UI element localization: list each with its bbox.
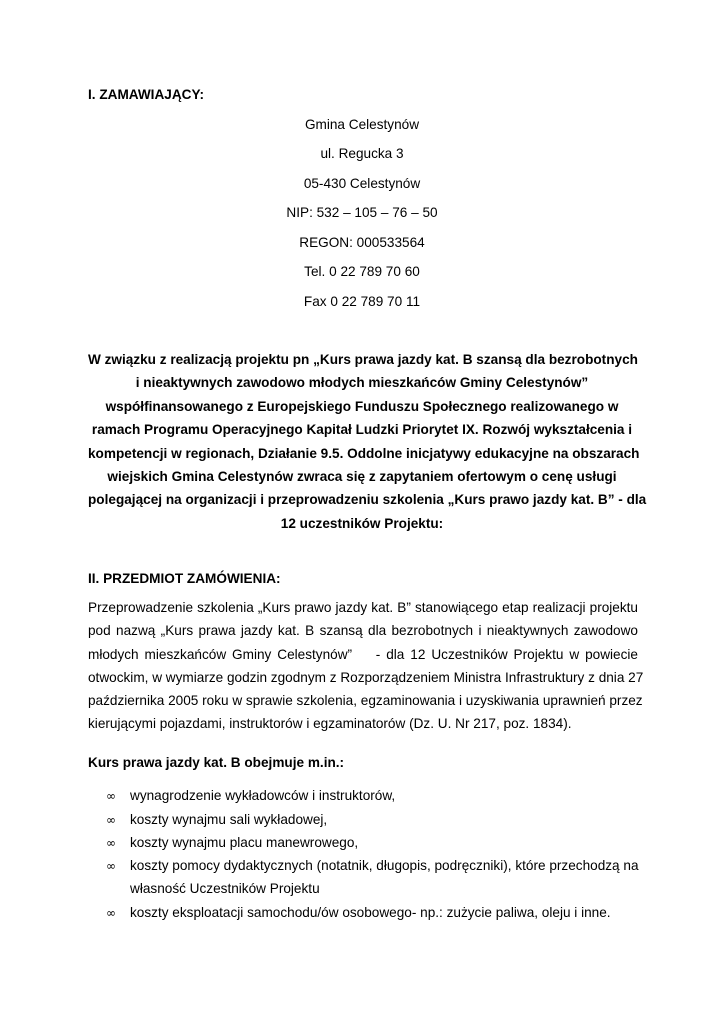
intro-line: 12 uczestników Projektu: (280, 515, 444, 531)
course-heading: Kurs prawa jazdy kat. B obejmuje m.in.: (88, 755, 345, 770)
infinity-bullet-icon: ∞ (106, 789, 116, 803)
subject-line: młodych mieszkańców Gminy Celestynów” - dla 12 Uczestników Projektu w powiecie (88, 646, 638, 662)
section-1-heading: I. ZAMAWIAJĄCY: (88, 87, 205, 102)
list-item-text: koszty wynajmu placu manewrowego, (130, 835, 359, 850)
contact-line-phone: Tel. 0 22 789 70 60 (304, 264, 420, 279)
intro-line: i nieaktywnych zawodowo młodych mieszkańców Gminy Celestynów” (135, 375, 589, 391)
infinity-bullet-icon: ∞ (106, 906, 116, 920)
infinity-bullet-icon: ∞ (106, 836, 116, 850)
list-item-text: wynagrodzenie wykładowców i instruktorów, (130, 788, 396, 803)
subject-paragraph (88, 596, 644, 736)
intro-line: polegającej na organizacji i przeprowadzeniu szkolenia „Kurs prawo jazdy kat. B” - dla (88, 492, 647, 508)
contact-line-regon: REGON: 000533564 (299, 235, 425, 250)
infinity-bullet-icon: ∞ (106, 813, 116, 827)
list-item-text: koszty eksploatacji samochodu/ów osobowego- np.: zużycie paliwa, oleju i inne. (130, 905, 611, 920)
list-item-text: własność Uczestników Projektu (130, 881, 320, 896)
section-2-heading: II. PRZEDMIOT ZAMÓWIENIA: (88, 571, 281, 586)
list-item-text: koszty pomocy dydaktycznych (notatnik, długopis, podręczniki), które przechodzą na (130, 858, 639, 873)
contact-line-fax: Fax 0 22 789 70 11 (303, 294, 421, 309)
subject-line: otwockim, w wymiarze godzin zgodnym z Rozporządzeniem Ministra Infrastruktury z dnia 27 (88, 669, 644, 685)
intro-line: W związku z realizacją projektu pn „Kurs prawa jazdy kat. B szansą dla bezrobotnych (88, 352, 638, 367)
intro-line: ramach Programu Operacyjnego Kapitał Ludzki Priorytet IX. Rozwój wykształcenia i (91, 422, 633, 438)
intro-line: kompetencji w regionach, Działanie 9.5. Oddolne inicjatywy edukacyjne na obszarach (88, 445, 640, 461)
contact-line-postal: 05-430 Celestynów (303, 176, 421, 191)
infinity-bullet-icon: ∞ (106, 859, 116, 873)
list-item-text: koszty wynajmu sali wykładowej, (130, 812, 328, 827)
subject-line: pod nazwą „Kurs prawa jazdy kat. B szansą dla bezrobotnych i nieaktywnych zawodowo (88, 623, 638, 639)
subject-line: kierującymi pojazdami, instruktorów i egzaminatorów (Dz. U. Nr 217, poz. 1834). (88, 716, 572, 732)
contact-line-nip: NIP: 532 – 105 – 76 – 50 (286, 205, 438, 220)
subject-line: Przeprowadzenie szkolenia „Kurs prawo jazdy kat. B” stanowiącego etap realizacji projektu (88, 600, 638, 615)
contact-line-street: ul. Regucka 3 (320, 146, 404, 161)
intro-paragraph (88, 348, 647, 535)
contact-line-municipality: Gmina Celestynów (304, 117, 420, 132)
intro-line: wiejskich Gmina Celestynów zwraca się z zapytaniem ofertowym o cenę usługi (107, 469, 617, 485)
subject-line: października 2005 roku w sprawie szkolenia, egzaminowania i uzyskiwania uprawnień przez (88, 693, 643, 709)
intro-line: współfinansowanego z Europejskiego Funduszu Społecznego realizowanego w (105, 398, 619, 414)
